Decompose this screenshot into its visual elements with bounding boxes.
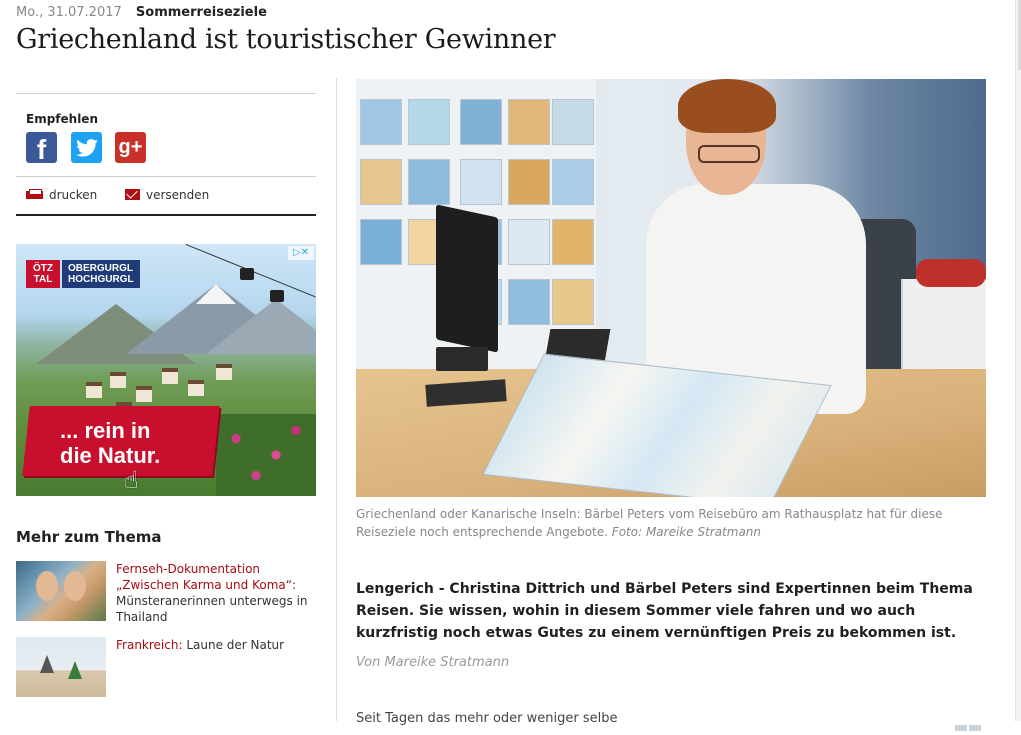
twitter-share-button[interactable] (71, 132, 102, 163)
article-meta (16, 5, 267, 20)
pointer-hand-icon: ☝ (124, 466, 139, 494)
article-headline: Griechenland ist touristischer Gewinner (16, 24, 556, 55)
article-lead: Lengerich - Christina Dittrich und Bärbel Peters sind Expertinnen beim Thema Reisen. Sie wissen, wohin in diesem Sommer viele fahren und wo auch kurzfristig noch etwas Gutes zu einem vernünftigen Preis zu bekommen ist. (356, 581, 973, 641)
article-kicker[interactable]: Sommerreiseziele (135, 5, 267, 20)
googleplus-share-button[interactable] (115, 132, 146, 163)
gondola (270, 290, 284, 302)
photo-credit: Foto: Mareike Stratmann (611, 525, 762, 539)
related-title: Mehr zum Thema (16, 528, 162, 546)
article-photo[interactable] (356, 79, 986, 497)
share-box (16, 93, 316, 216)
column-divider (336, 78, 337, 721)
printer-icon (26, 189, 43, 200)
facebook-icon: f (36, 134, 47, 165)
related-text: Fernseh-Dokumentation „Zwischen Karma und Koma“: Münsteranerinnen unterwegs in Thailand (116, 562, 308, 624)
ad-slogan: ... rein in die Natur. (60, 418, 161, 468)
share-divider (16, 176, 316, 177)
related-link[interactable]: Fernseh-Dokumentation „Zwischen Karma und Koma“: (116, 562, 296, 592)
send-button[interactable] (125, 188, 209, 202)
gondola (240, 268, 254, 280)
inline-ad-icons (955, 716, 985, 724)
share-title: Empfehlen (26, 112, 98, 126)
print-label: drucken (49, 188, 98, 202)
ad-logo (26, 260, 140, 288)
adchoices-icon[interactable]: ▷✕ (288, 246, 314, 260)
advertisement-banner[interactable] (16, 244, 316, 496)
related-thumbnail[interactable] (16, 637, 106, 697)
related-thumbnail[interactable] (16, 561, 106, 621)
print-button[interactable] (26, 188, 97, 202)
oetztal-logo: ÖTZ TAL (26, 260, 60, 288)
googleplus-icon: g+ (118, 136, 143, 158)
page-scrollbar[interactable] (1015, 0, 1021, 721)
monitor (436, 204, 498, 352)
article-body: Seit Tagen das mehr oder weniger selbe (356, 711, 618, 726)
obergurgl-logo: OBERGURGL HOCHGURGL (62, 260, 140, 288)
photo-caption: Griechenland oder Kanarische Inseln: Bärbel Peters vom Reisebüro am Rathausplatz hat für diese Reiseziele noch entsprechende Angebote. Foto: Mareike Stratmann (356, 507, 943, 539)
related-text: Frankreich: Laune der Natur (116, 638, 285, 652)
article-byline: Von Mareike Stratmann (356, 655, 510, 670)
facebook-share-button[interactable] (26, 132, 57, 163)
send-label: versenden (146, 188, 210, 202)
envelope-icon (125, 189, 140, 200)
twitter-icon (76, 139, 98, 157)
article-date: Mo., 31.07.2017 (16, 5, 122, 20)
related-link[interactable]: Frankreich: (116, 638, 183, 652)
alpine-flowers (216, 414, 316, 496)
